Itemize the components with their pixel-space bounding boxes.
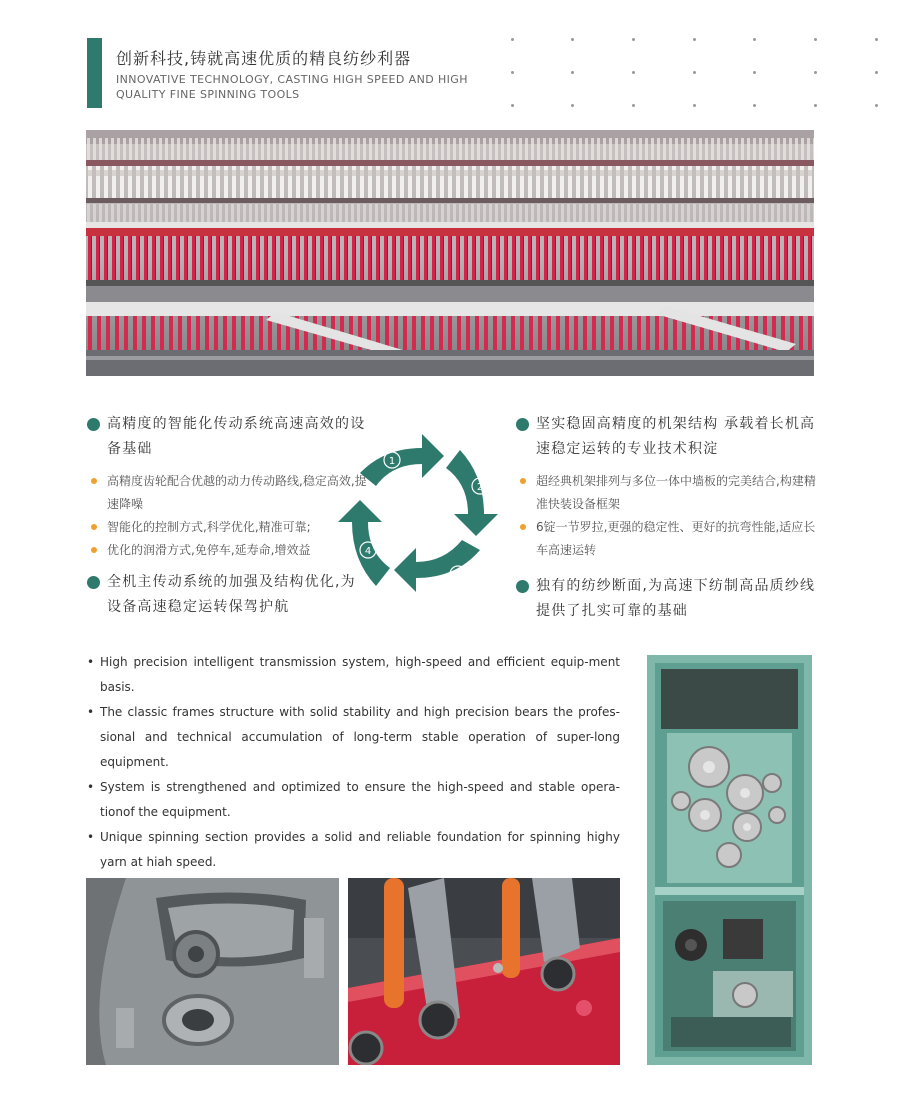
decorative-dot [632,71,635,74]
feature-right-bottom [516,574,816,624]
drafting-system-photo [348,878,620,1065]
decorative-dot [753,71,756,74]
gearbox-cabinet-photo [647,655,812,1065]
feature-heading: 独有的纺纱断面,为高速下纺制高品质纱线提供了扎实可靠的基础 [516,574,816,624]
english-point: • The classic frames structure with solid stability and high precision bears the profes-sional and technical accumulation of long-term stable operation of super-long equipment. [87,700,620,775]
feature-item: 超经典机架排列与多位一体中墙板的完美结合,构建精准快装设备框架 [516,470,816,516]
page-title: 创新科技,铸就高速优质的精良纺纱利器 [116,49,412,68]
decorative-dot [632,38,635,41]
decorative-dot-grid [505,34,900,114]
feature-heading: 坚实稳固高精度的机架结构 承载着长机高速稳定运转的专业技术积淀 [516,412,816,462]
decorative-dot [693,71,696,74]
feature-heading: 全机主传动系统的加强及结构优化,为设备高速稳定运转保驾护航 [87,570,362,620]
feature-item: 6锭一节罗拉,更强的稳定性、更好的抗弯性能,适应长车高速运转 [516,516,816,562]
cycle-step-1: 1 [388,456,396,467]
page-subtitle: INNOVATIVE TECHNOLOGY, CASTING HIGH SPEED AND HIGH QUALITY FINE SPINNING TOOLS [116,73,468,101]
decorative-dot [511,38,514,41]
english-point: • High precision intelligent transmission system, high-speed and efficient equip-ment basis. [87,650,620,700]
cycle-step-4: 4 [364,546,372,557]
english-points [87,650,620,875]
decorative-dot [693,104,696,107]
decorative-dot [632,104,635,107]
cycle-diagram [332,428,502,608]
decorative-dot [511,71,514,74]
decorative-dot [814,38,817,41]
feature-right-top [516,412,816,562]
english-point: • Unique spinning section provides a solid and reliable foundation for spinning highy yarn at hiah speed. [87,825,620,875]
feature-item: 优化的润滑方式,免停车,延寿命,增效益 [87,539,377,562]
title-accent-bar [87,38,102,108]
feature-left-bottom [87,570,362,620]
feature-item: 高精度齿轮配合优越的动力传动路线,稳定高效,提速降噪 [87,470,377,516]
decorative-dot [511,104,514,107]
decorative-dot [753,104,756,107]
decorative-dot [875,71,878,74]
feature-item: 智能化的控制方式,科学优化,精准可靠; [87,516,377,539]
decorative-dot [753,38,756,41]
frame-casting-photo [86,878,339,1065]
cycle-step-3: 3 [454,570,462,581]
decorative-dot [571,71,574,74]
decorative-dot [814,71,817,74]
decorative-dot [875,38,878,41]
spinning-machine-photo [86,130,814,376]
cycle-step-2: 2 [476,482,484,493]
decorative-dot [571,38,574,41]
feature-heading: 高精度的智能化传动系统高速高效的设备基础 [87,412,377,462]
decorative-dot [571,104,574,107]
english-point: • System is strengthened and optimized to ensure the high-speed and stable opera-tionof the equipment. [87,775,620,825]
decorative-dot [693,38,696,41]
decorative-dot [814,104,817,107]
decorative-dot [875,104,878,107]
